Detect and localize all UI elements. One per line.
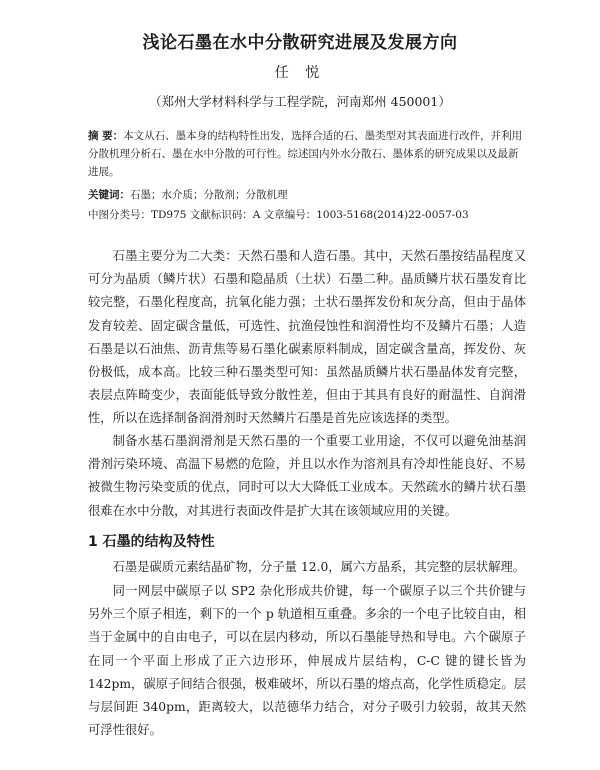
abstract [88, 127, 528, 181]
section-heading-1: 1 石墨的结构及特性 [88, 534, 215, 550]
author-name: 任 悦 [274, 65, 326, 81]
abstract-label: 摘 要： [88, 130, 124, 142]
body-paragraph-3: 石墨是碳质元素结晶矿物，分子量 12.0，属六方晶系，其完整的层状解理。 [112, 560, 526, 574]
body-paragraph-4: 同一网层中碳原子以 SP2 杂化形成共价键，每一个碳原子以三个共价键与另外三个原子相连，剩下的一个 p 轨道相互重叠。多余的一个电子比较自由，相当于金属中的自由电子，可以在层内移动，所以石墨能导热和导电。六个碳原子在同一个平面上形成了正六边形环，伸展成片层结构，C-C 键的键长皆为 142pm，碳原子间结合很强，极难破坏，所以石墨的熔点高，化学性质稳定。层与层间距 340pm，距离较大，以范德华力结合，对分子吸引力较弱，故其天然可浮性很好。 [88, 584, 526, 738]
keywords [88, 186, 528, 204]
classification-line: 中图分类号：TD975 文献标识码：A 文章编号：1003-5168(2014)22-0057-03 [88, 209, 469, 221]
abstract-text: 本文从石、墨本身的结构特性出发，选择合适的石、墨类型对其表面进行改件，并利用分散机理分析石、墨在水中分散的可行性。综述国内外水分散石、墨体系的研究成果以及最新进展。 [88, 130, 523, 178]
paper-title: 浅论石墨在水中分散研究进展及发展方向 [142, 33, 458, 53]
keywords-text: 石墨；水介质；分散剂；分散机理 [130, 189, 288, 201]
body-paragraph-2: 制备水基石墨润滑剂是天然石墨的一个重要工业用途，不仅可以避免油基润滑剂污染环境、高温下易燃的危险，并且以水作为溶剂具有冷却性能良好、不易被微生物污染变质的优点，同时可以大大降低工业成本。天然疏水的鳞片状石墨很难在水中分散，对其进行表面改件是扩大其在该领域应用的关键。 [88, 434, 526, 518]
body-paragraph-1: 石墨主要分为二大类：天然石墨和人造石墨。其中，天然石墨按结晶程度又可分为晶质（鳞片状）石墨和隐晶质（土状）石墨二种。晶质鳞片状石墨发育比较完整，石墨化程度高，抗氧化能力强；土状石墨挥发份和灰分高，但由于晶体发育较差、固定碳含量低，可选性、抗渔侵蚀性和润滑性均不及鳞片石墨；人造石墨是以石油焦、沥青焦等易石墨化碳素原料制成，固定碳含量高，挥发份、灰份极低，成本高。比较三种石墨类型可知：虽然晶质鳞片状石墨晶体发育完整，表层点阵畸变少，表面能低导致分散性差，但由于其具有良好的耐温性、自润滑性，所以在选择制备润滑剂时天然鳞片石墨是首先应该选择的类型。 [88, 249, 526, 426]
author-affiliation: （郑州大学材料科学与工程学院，河南郑州 450001） [149, 94, 451, 109]
keywords-label: 关键词： [88, 189, 130, 201]
